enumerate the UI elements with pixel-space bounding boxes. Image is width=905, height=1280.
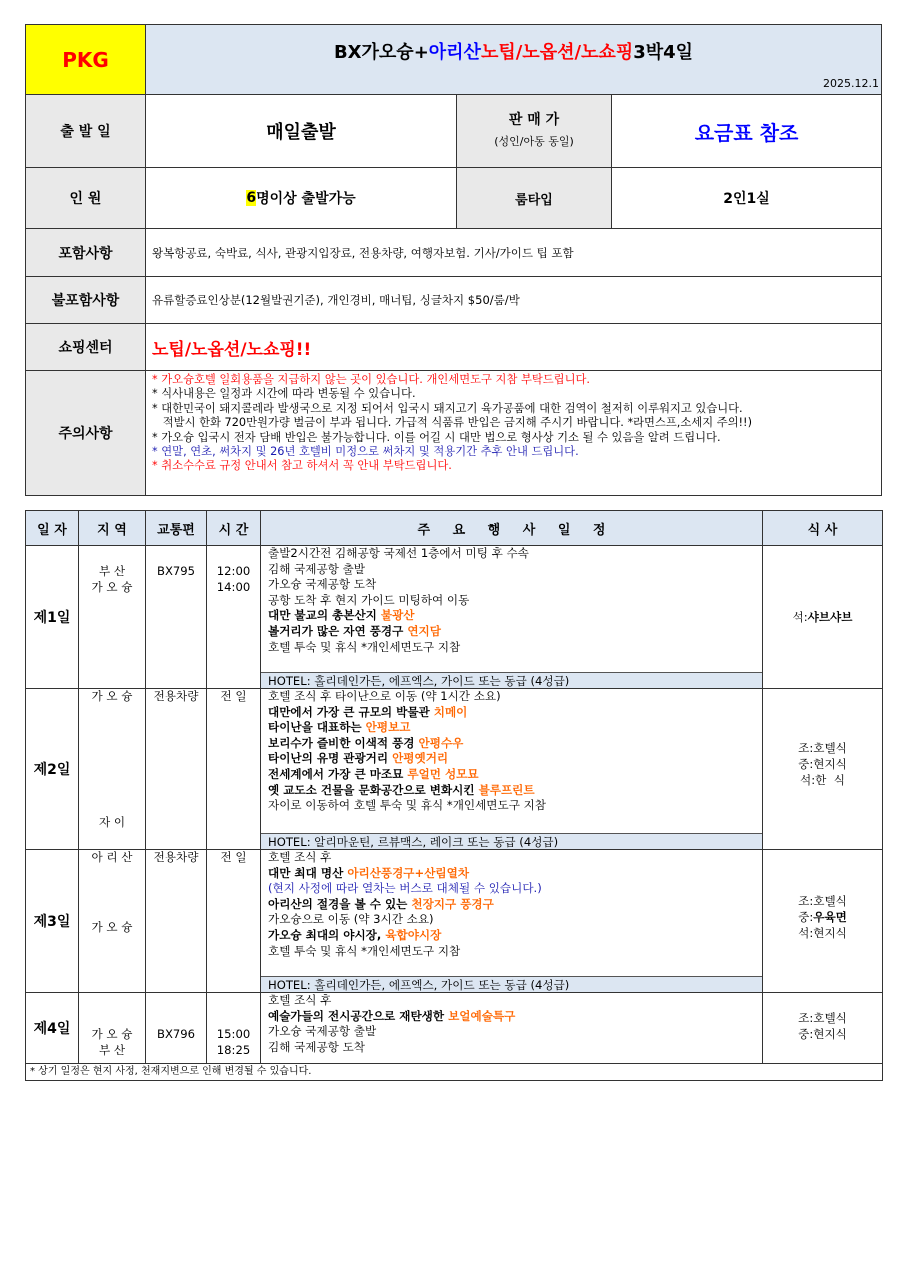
itinerary-line: 김해 국제공항 도착: [268, 1039, 365, 1054]
people-min-highlight: 6: [246, 190, 257, 206]
itinerary-line: 호텔 조식 후: [268, 850, 332, 864]
schedule-footnote: * 상기 일정은 현지 사정, 천재지변으로 인해 변경될 수 있습니다.: [25, 1063, 883, 1081]
itinerary-line: 호텔 조식 후: [268, 993, 332, 1007]
sight-desc: 대만 최대 명산: [268, 865, 348, 880]
day3-region-cell: [78, 849, 146, 993]
sight-name: 육합야시장: [385, 927, 442, 942]
day3-meals: [762, 849, 883, 993]
sight-desc: 옛 교도소 건물을 문화공간으로 변화시킨: [268, 782, 479, 797]
itinerary-sight: [261, 767, 762, 783]
meal-dinner: 석:한 식: [800, 773, 845, 787]
day3-itinerary: [260, 849, 763, 993]
day4-region-cell: [78, 992, 146, 1064]
price-value: 요금표 참조: [611, 94, 882, 168]
meal-lunch: [763, 910, 882, 926]
itinerary-line: 호텔 조식 후 타이난으로 이동 (약 1시간 소요): [268, 689, 501, 703]
col-header-transport: 교통편: [145, 510, 207, 546]
itinerary-sight: [261, 736, 762, 752]
title-cell: [145, 24, 882, 95]
sight-desc: 아리산의 절경을 볼 수 있는: [268, 896, 412, 911]
shopping-label: 쇼핑센터: [25, 323, 146, 371]
itinerary-line: 출발2시간전 김해공항 국제선 1층에서 미팅 후 수속: [268, 546, 529, 560]
sight-name: 불광산: [380, 608, 415, 623]
meal-dinner: 석:현지식: [798, 926, 847, 940]
day2-region-start: 가 오 슝: [91, 689, 133, 703]
itinerary-sight: [261, 897, 762, 913]
day2-time: 전 일: [220, 689, 247, 703]
meal-lunch: 중:현지식: [798, 1027, 847, 1041]
day4-time-depart: 15:00: [216, 1027, 251, 1041]
day4-itinerary: [260, 992, 763, 1064]
day3-region-end: 가 오 슝: [91, 920, 133, 934]
note-item: * 대한민국이 돼지콜레라 발생국으로 지정 되어서 입국시 돼지고기 육가공품에 대한 검역이 철저히 이루워지고 있습니다.: [152, 401, 743, 415]
itinerary-line: 가오슝으로 이동 (약 3시간 소요): [268, 912, 434, 927]
itinerary-sight: [261, 624, 762, 640]
departure-label: 출 발 일: [25, 94, 146, 168]
title-part-alishan: 아리산: [428, 42, 481, 63]
sight-desc: 예술가들의 전시공간으로 재탄생한: [268, 1008, 449, 1023]
itinerary-sight: [261, 751, 762, 767]
itinerary-sight: [261, 705, 762, 721]
day2-region-cell: [78, 688, 146, 850]
day1-flight: BX795: [156, 564, 196, 578]
day1-time-depart: 12:00: [216, 564, 251, 578]
notes-list: [145, 370, 882, 496]
day4-flight: BX796: [156, 1027, 196, 1041]
meal-lunch-value: 우육면: [813, 910, 847, 924]
day1-region-departure: 부 산: [98, 564, 126, 578]
day3-transport-cell: [145, 849, 207, 993]
col-header-region: 지 역: [78, 510, 146, 546]
itinerary-note: (현지 사정에 따라 열차는 버스로 대체될 수 있습니다.): [268, 881, 542, 896]
sight-name: 치메이: [433, 704, 468, 719]
day4-region-departure: 가 오 슝: [91, 1027, 133, 1041]
day1-time-arrive: 14:00: [216, 580, 251, 594]
day2-itinerary: [260, 688, 763, 850]
col-header-time: 시 간: [206, 510, 261, 546]
day3-hotel: HOTEL: 홀리데인가든, 에프엑스, 가이드 또는 동급 (4성급): [261, 976, 762, 992]
day1-hotel: HOTEL: 홀리데인가든, 에프엑스, 가이드 또는 동급 (4성급): [261, 672, 762, 688]
day4-time-cell: [206, 992, 261, 1064]
people-label: 인 원: [25, 167, 146, 229]
sight-name: 루얼먼 성모묘: [407, 766, 479, 781]
sight-name: 천장지구 풍경구: [411, 896, 494, 911]
package-title: [146, 33, 881, 69]
itinerary-sight: [261, 928, 762, 944]
pkg-label: PKG: [62, 47, 109, 72]
sight-name: 아리산풍경구+산림열차: [347, 865, 470, 880]
price-label-cell: [456, 94, 612, 168]
day3-time-cell: [206, 849, 261, 993]
day1-region-arrival: 가 오 슝: [91, 580, 133, 594]
meal-prefix: 중:: [798, 910, 814, 924]
day2-meals: [762, 688, 883, 850]
itinerary-line: 가오슝 국제공항 출발: [268, 1024, 377, 1039]
day4-region-arrival: 부 산: [98, 1043, 126, 1057]
notes-label: 주의사항: [25, 370, 146, 496]
included-label: 포함사항: [25, 228, 146, 277]
day1-time-cell: [206, 545, 261, 689]
day1-region-cell: [78, 545, 146, 689]
itinerary-line: 호텔 투숙 및 휴식 *개인세면도구 지참: [268, 639, 461, 654]
day2-transport-cell: [145, 688, 207, 850]
note-item: * 가오슝 입국시 전자 담배 반입은 불가능합니다. 이를 어길 시 대만 법으로 형사상 기소 될 수 있음을 알려 드립니다.: [152, 430, 721, 444]
price-sub: (성인/아동 동일): [494, 135, 574, 148]
title-part-route: BX가오슝+: [333, 42, 429, 63]
sight-name: 안평보고: [365, 720, 411, 735]
itinerary-sight: [261, 1009, 762, 1025]
sight-name: 안평옛거리: [392, 751, 449, 766]
day4-transport-cell: [145, 992, 207, 1064]
itinerary-line: 호텔 투숙 및 휴식 *개인세면도구 지참: [268, 943, 461, 958]
sight-desc: 타이난을 대표하는: [268, 720, 366, 735]
excluded-value: 유류할증료인상분(12월발권기준), 개인경비, 매너팁, 싱글차지 $50/룸/박: [145, 276, 882, 324]
day-label-1: 제1일: [25, 545, 79, 689]
document-date: 2025.12.1: [823, 77, 879, 90]
itinerary-line: 자이로 이동하여 호텔 투숙 및 휴식 *개인세면도구 지참: [268, 798, 546, 813]
itinerary-line: 공항 도착 후 현지 가이드 미팅하여 이동: [268, 592, 470, 607]
sight-name: 보얼예술특구: [448, 1008, 516, 1023]
meal-dinner: 샤브샤브: [807, 610, 853, 624]
sight-desc: 볼거리가 많은 자연 풍경구: [268, 623, 408, 638]
day4-meals: [762, 992, 883, 1064]
day-label-3: 제3일: [25, 849, 79, 993]
excluded-label: 불포함사항: [25, 276, 146, 324]
day2-time-cell: [206, 688, 261, 850]
col-header-day: 일 자: [25, 510, 79, 546]
note-item: * 가오슝호텔 일회용품을 지급하지 않는 곳이 있습니다. 개인세면도구 지참 부탁드립니다.: [152, 373, 591, 386]
col-header-meals: 식 사: [762, 510, 883, 546]
day2-region-end: 자 이: [98, 815, 126, 829]
itinerary-line: 김해 국제공항 출발: [268, 561, 365, 576]
meal-lunch: 중:현지식: [798, 757, 847, 771]
day2-transport: 전용차량: [153, 689, 199, 703]
meal-prefix: 석:: [792, 610, 808, 624]
departure-value: 매일출발: [145, 94, 457, 168]
day3-time: 전 일: [220, 850, 247, 864]
itinerary-sight: [261, 866, 762, 882]
itinerary-sight: [261, 720, 762, 736]
day1-meals: [762, 545, 883, 689]
sight-name: 안평수우: [418, 735, 464, 750]
day2-hotel: HOTEL: 알리마운틴, 르뷰맥스, 레이크 또는 동급 (4성급): [261, 833, 762, 849]
title-part-duration: 3박4일: [633, 42, 694, 63]
sight-desc: 대만에서 가장 큰 규모의 박물관: [268, 704, 434, 719]
sight-name: 블루프린트: [478, 782, 535, 797]
meal-breakfast: 조:호텔식: [798, 741, 847, 755]
people-value-text: 명이상 출발가능: [256, 191, 356, 207]
shopping-value: 노팁/노옵션/노쇼핑!!: [145, 323, 882, 371]
meal-breakfast: 조:호텔식: [798, 1011, 847, 1025]
sight-desc: 가오슝 최대의 야시장,: [268, 927, 386, 942]
day1-itinerary: [260, 545, 763, 689]
sight-desc: 전세계에서 가장 큰 마조묘: [268, 766, 408, 781]
sight-name: 연지담: [407, 623, 441, 638]
sight-desc: 타이난의 유명 관광거리: [268, 751, 393, 766]
day-label-4: 제4일: [25, 992, 79, 1064]
day4-time-arrive: 18:25: [216, 1043, 251, 1057]
note-item: * 식사내용은 일정과 시간에 따라 변동될 수 있습니다.: [152, 387, 416, 401]
itinerary-sight: [261, 783, 762, 799]
day1-transport-cell: [145, 545, 207, 689]
pkg-label-cell: [25, 24, 146, 95]
note-item: 적발시 한화 720만원가량 벌금이 부과 됩니다. 가급적 식품류 반입은 금지해 주시기 바랍니다. *라면스프,소세지 주의!!): [152, 416, 752, 430]
itinerary-sight: [261, 608, 762, 624]
sight-desc: 대만 불교의 총본산지: [268, 608, 381, 623]
note-item: * 연말, 연초, 써차지 및 26년 호텔비 미정으로 써차지 및 적용기간 추후 안내 드립니다.: [152, 445, 579, 459]
day-label-2: 제2일: [25, 688, 79, 850]
people-value: [145, 167, 457, 229]
room-value: 2인1실: [611, 167, 882, 229]
itinerary-line: 가오슝 국제공항 도착: [268, 577, 377, 592]
day3-region-start: 아 리 산: [91, 850, 133, 864]
col-header-itinerary: 주 요 행 사 일 정: [260, 510, 763, 546]
room-label: 룸타입: [456, 167, 612, 229]
note-item: * 취소수수료 규정 안내서 참고 하셔서 꼭 안내 부탁드립니다.: [152, 459, 452, 473]
included-value: 왕복항공료, 숙박료, 식사, 관광지입장료, 전용차량, 여행자보험. 기사/가이드 팁 포함: [145, 228, 882, 277]
meal-breakfast: 조:호텔식: [798, 894, 847, 908]
price-label: 판 매 가: [508, 112, 560, 128]
sight-desc: 보리수가 즐비한 이색적 풍경: [268, 735, 419, 750]
day3-transport: 전용차량: [153, 850, 199, 864]
title-part-noshopping: 노팁/노옵션/노쇼핑: [480, 42, 634, 63]
